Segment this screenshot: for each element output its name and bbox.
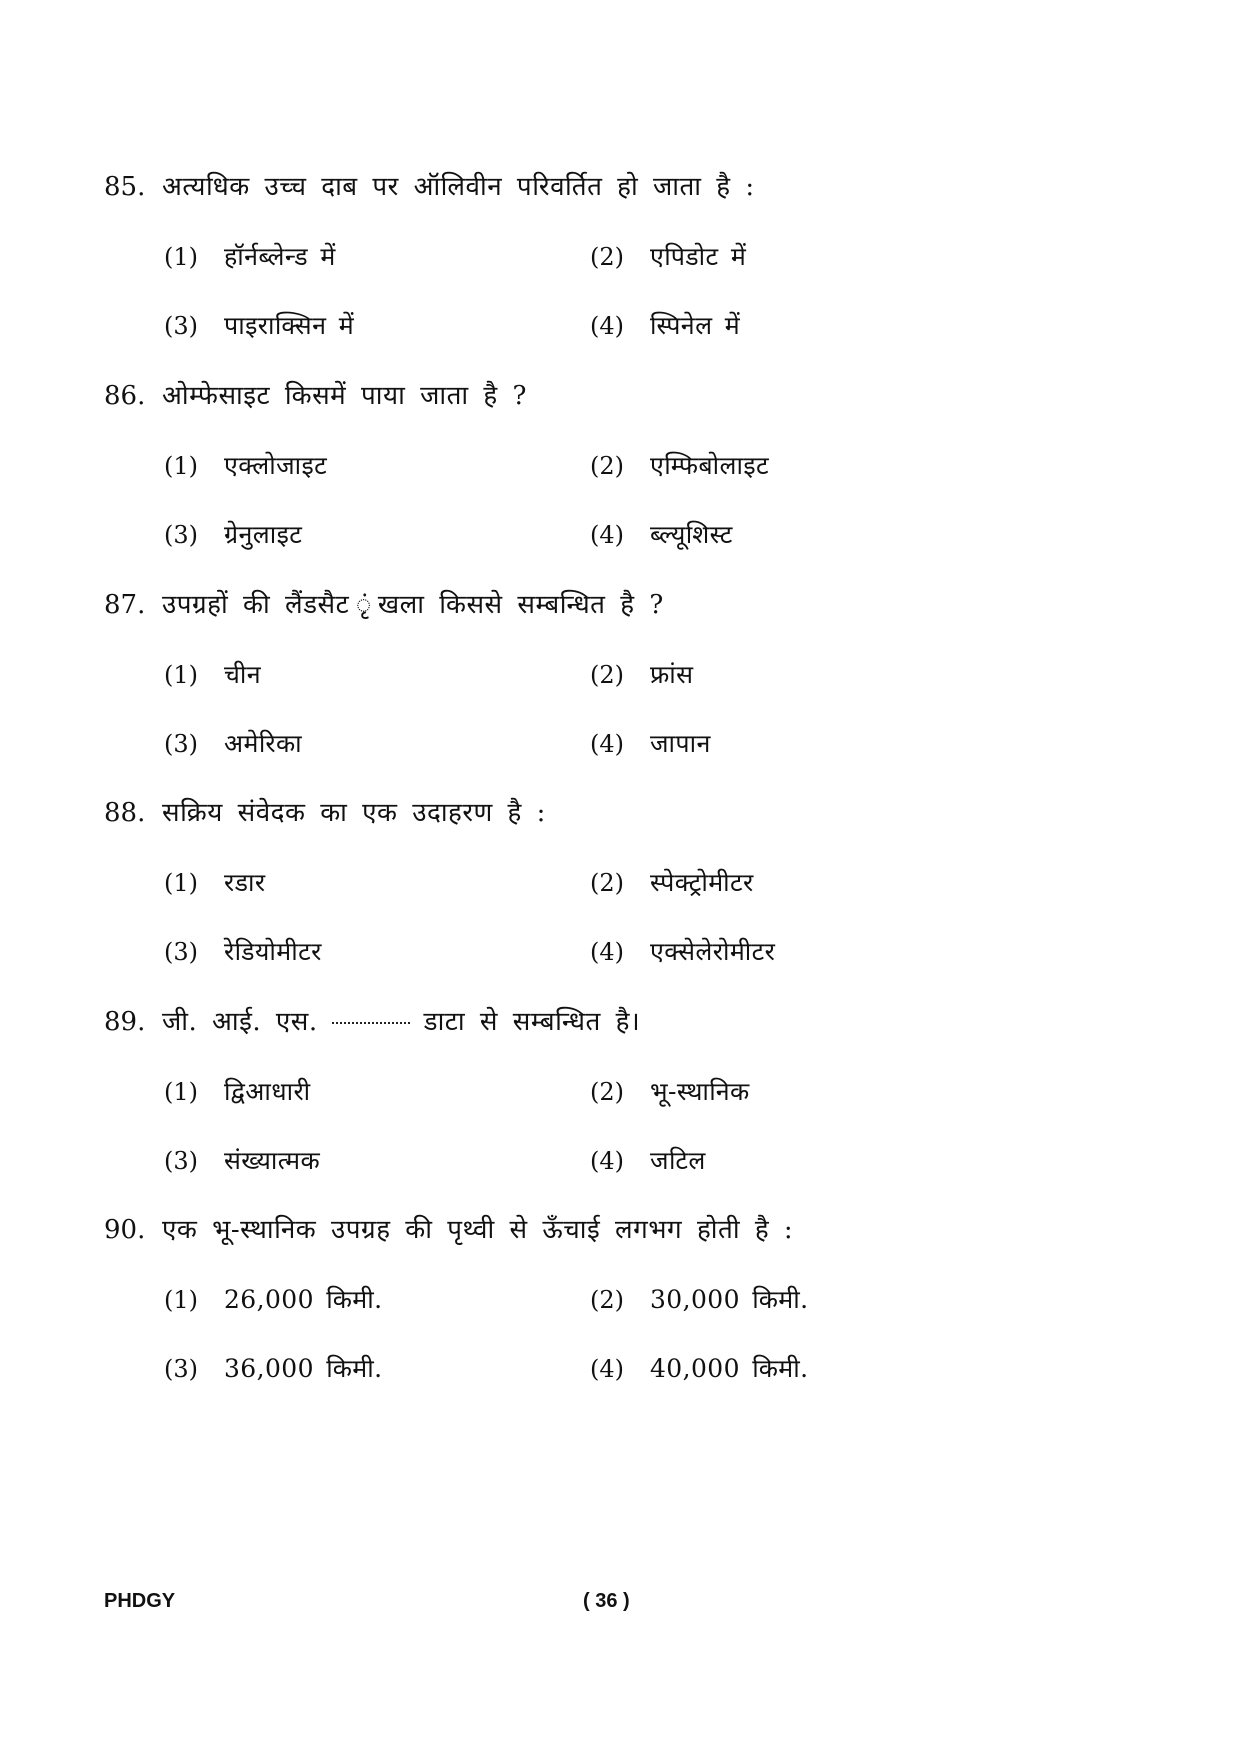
option-text: स्पेक्ट्रोमीटर [650,868,754,897]
option-index: (3) [164,1355,198,1383]
question-stem [104,170,1154,204]
question-number: 90. [104,1215,146,1245]
option-text: चीन [224,660,262,689]
option-row [104,1075,1154,1109]
option-row [104,727,1154,761]
option-4 [590,309,740,343]
question-89 [104,1005,1154,1178]
option-index: (2) [590,1286,624,1314]
option-text: संख्यात्मक [224,1146,321,1175]
option-4 [590,935,775,969]
question-number: 85. [104,172,146,202]
option-row [104,240,1154,274]
fill-in-blank [332,1012,410,1024]
option-index: (4) [590,938,624,966]
paper-code: PHDGY [104,1590,176,1612]
option-row [104,518,1154,552]
option-1 [164,449,327,483]
option-index: (3) [164,1147,198,1175]
option-text: ब्ल्यूशिस्ट [650,520,733,549]
page-number: ( 36 ) [583,1590,630,1612]
option-text: 30,000 किमी. [650,1285,809,1314]
option-text: 40,000 किमी. [650,1354,809,1383]
option-3 [164,935,322,969]
question-86 [104,379,1154,552]
option-index: (3) [164,938,198,966]
option-text: 26,000 किमी. [224,1285,383,1314]
option-index: (1) [164,1078,198,1106]
question-text: ओम्फेसाइट किसमें पाया जाता है ? [162,381,527,411]
option-row [104,658,1154,692]
question-88 [104,796,1154,969]
question-text-before-blank: जी. आई. एस. [162,1007,318,1037]
option-text: एपिडोट में [650,242,747,271]
option-text: हॉर्नब्लेन्ड में [224,242,336,271]
option-row [104,309,1154,343]
option-index: (1) [164,1286,198,1314]
option-2 [590,449,769,483]
question-number: 88. [104,798,146,828]
question-85 [104,170,1154,343]
question-text: सक्रिय संवेदक का एक उदाहरण है : [162,798,546,828]
option-text: पाइराक्सिन में [224,311,355,340]
question-stem [104,1213,1154,1247]
page-footer [0,1590,1241,1620]
question-number: 86. [104,381,146,411]
option-1 [164,866,266,900]
option-4 [590,727,711,761]
option-4 [590,1144,706,1178]
option-2 [590,866,754,900]
question-text-after-blank: डाटा से सम्बन्धित है। [423,1007,641,1037]
option-index: (4) [590,312,624,340]
option-index: (2) [590,243,624,271]
option-text: अमेरिका [224,729,303,758]
option-row [104,1283,1154,1317]
option-index: (1) [164,869,198,897]
option-2 [590,240,746,274]
option-text: ग्रेनुलाइट [224,520,303,549]
option-3 [164,309,354,343]
option-text: रडार [224,868,266,897]
question-stem [104,1005,1154,1039]
option-3 [164,1352,382,1386]
option-row [104,866,1154,900]
option-1 [164,658,261,692]
question-number: 89. [104,1007,146,1037]
question-text: अत्यधिक उच्च दाब पर ऑलिवीन परिवर्तित हो जाता है : [162,172,755,202]
option-row [104,449,1154,483]
option-index: (3) [164,730,198,758]
option-3 [164,1144,320,1178]
option-row [104,1352,1154,1386]
option-text: भू-स्थानिक [650,1077,750,1106]
option-index: (1) [164,452,198,480]
question-90 [104,1213,1154,1386]
option-row [104,935,1154,969]
option-text: द्विआधारी [224,1077,311,1106]
option-index: (4) [590,1147,624,1175]
option-text: 36,000 किमी. [224,1354,383,1383]
option-text: एक्सेलेरोमीटर [650,937,776,966]
question-stem [104,379,1154,413]
question-text: उपग्रहों की लैंडसैट ृंखला किससे सम्बन्धित है ? [162,590,664,620]
option-1 [164,1283,382,1317]
option-3 [164,727,302,761]
option-index: (4) [590,521,624,549]
option-text: फ्रांस [650,660,694,689]
option-4 [590,1352,808,1386]
option-2 [590,1283,808,1317]
option-4 [590,518,733,552]
option-2 [590,1075,750,1109]
question-text: एक भू-स्थानिक उपग्रह की पृथ्वी से ऊँचाई लगभग होती है : [162,1215,794,1245]
option-row [104,1144,1154,1178]
option-3 [164,518,302,552]
option-index: (2) [590,869,624,897]
option-index: (4) [590,730,624,758]
option-index: (1) [164,243,198,271]
option-2 [590,658,693,692]
option-index: (2) [590,1078,624,1106]
option-text: एम्फिबोलाइट [650,451,770,480]
option-1 [164,1075,311,1109]
option-index: (3) [164,521,198,549]
option-1 [164,240,336,274]
option-index: (2) [590,661,624,689]
option-index: (4) [590,1355,624,1383]
option-index: (1) [164,661,198,689]
question-stem [104,588,1154,622]
option-text: जटिल [650,1146,706,1175]
option-text: स्पिनेल में [650,311,741,340]
question-stem [104,796,1154,830]
option-text: रेडियोमीटर [224,937,322,966]
question-number: 87. [104,590,146,620]
option-text: एक्लोजाइट [224,451,328,480]
option-index: (2) [590,452,624,480]
option-index: (3) [164,312,198,340]
question-87 [104,588,1154,761]
option-text: जापान [650,729,711,758]
